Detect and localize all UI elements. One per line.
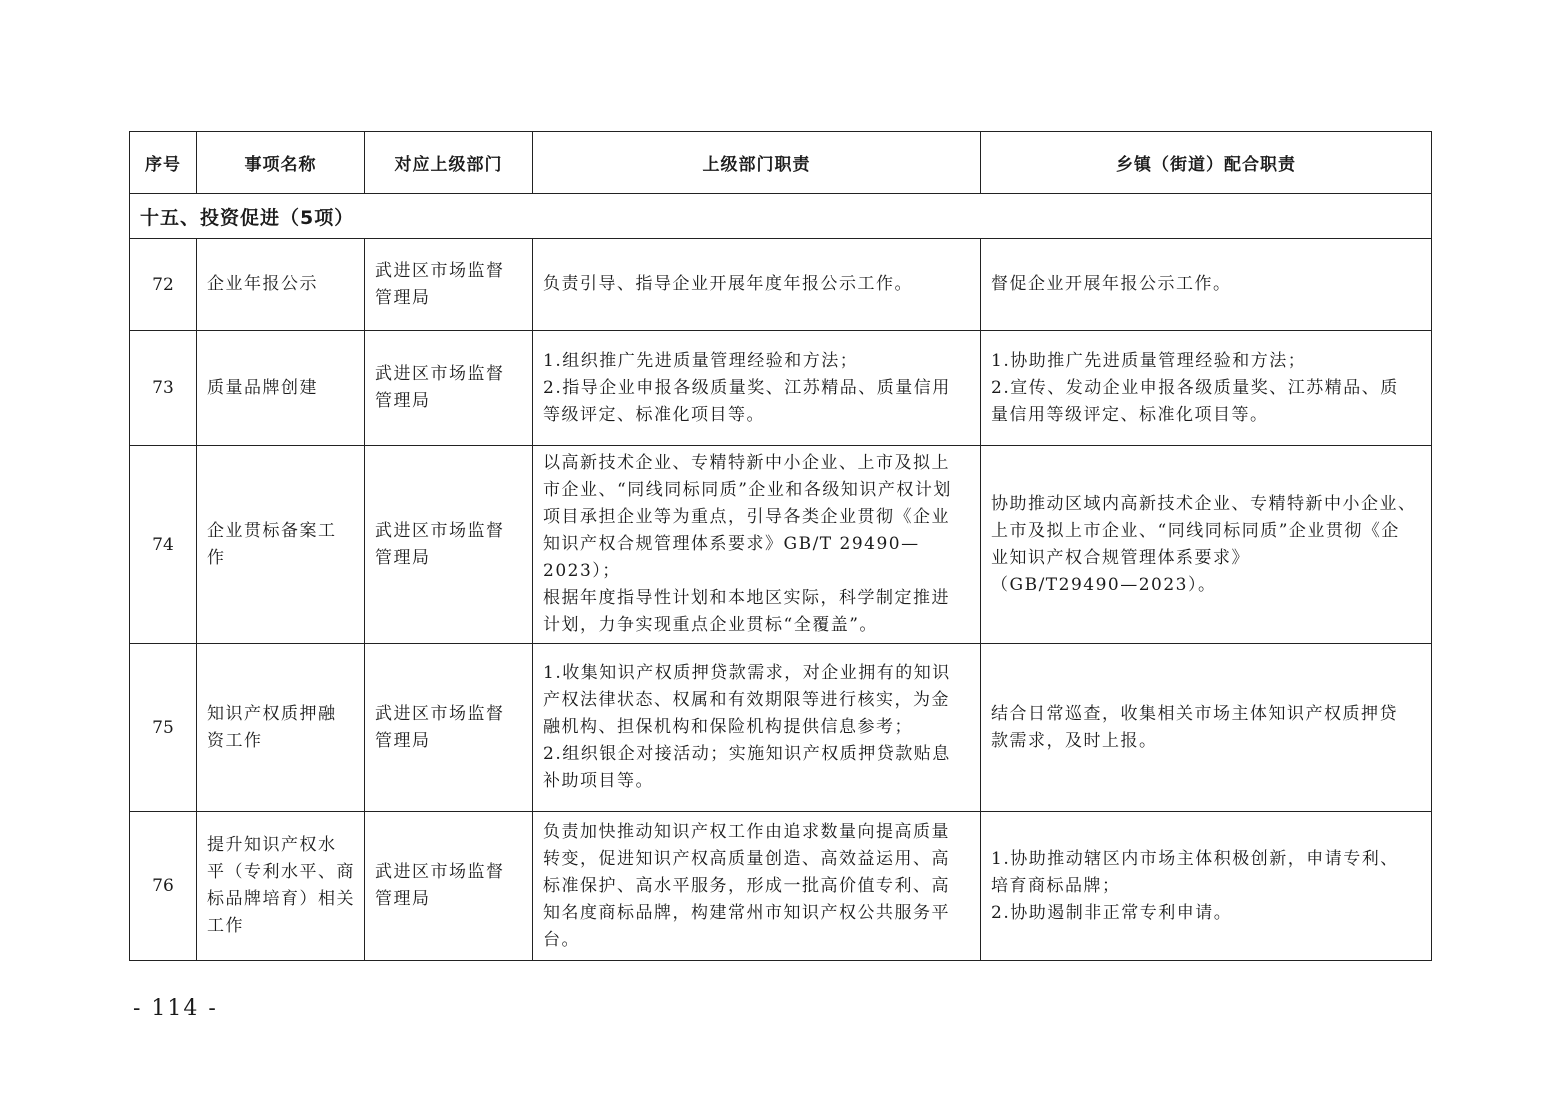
header-name: 事项名称 [197, 132, 365, 194]
cell-line: 等级评定、标准化项目等。 [543, 404, 765, 425]
cell-dept [365, 644, 533, 812]
cell-line: 管理局 [375, 889, 431, 909]
table-row [130, 446, 1432, 644]
table-row [130, 239, 1432, 331]
cell-line: 2.指导企业申报各级质量奖、江苏精品、质量信用 [543, 377, 951, 398]
cell-line: 1.组织推广先进质量管理经验和方法； [543, 350, 859, 371]
cell-line: 知识产权质押融 [207, 703, 337, 724]
cell-line: 管理局 [375, 391, 431, 411]
table-row [130, 812, 1432, 961]
cell-line: 协助推动区域内高新技术企业、专精特新中小企业、 [991, 493, 1417, 514]
cell-line: 产权法律状态、权属和有效期限等进行核实，为金 [543, 690, 950, 710]
cell-town [981, 446, 1432, 644]
section-row [130, 194, 1432, 239]
cell-line: 补助项目等。 [543, 771, 654, 791]
cell-line: 标准保护、高水平服务，形成一批高价值专利、高 [543, 875, 950, 896]
cell-line: 项目承担企业等为重点，引导各类企业贯彻《企业 [543, 507, 950, 527]
cell-line: 2.协助遏制非正常专利申请。 [991, 902, 1233, 923]
cell-line: 管理局 [375, 730, 431, 751]
cell-town [981, 812, 1432, 961]
page-number: - 114 - [133, 996, 218, 1021]
cell-line: 1.协助推广先进质量管理经验和方法； [991, 350, 1307, 371]
cell-line: 1.协助推动辖区内市场主体积极创新，申请专利、 [991, 848, 1399, 869]
cell-upper [533, 239, 981, 331]
cell-name [197, 812, 365, 961]
cell-line: 武进区市场监督 [375, 520, 505, 541]
cell-line: 以高新技术企业、专精特新中小企业、上市及拟上 [543, 453, 950, 473]
table-row [130, 331, 1432, 446]
cell-line: 武进区市场监督 [375, 364, 505, 384]
cell-line: 量信用等级评定、标准化项目等。 [991, 404, 1269, 425]
cell-upper [533, 446, 981, 644]
header-dept: 对应上级部门 [365, 132, 533, 194]
cell-line: 武进区市场监督 [375, 703, 505, 724]
header-town-duty: 乡镇（街道）配合职责 [981, 132, 1432, 194]
cell-town [981, 644, 1432, 812]
cell-no: 72 [130, 239, 197, 331]
cell-line: 1.收集知识产权质押贷款需求，对企业拥有的知识 [543, 663, 951, 683]
cell-line: 款需求，及时上报。 [991, 730, 1158, 751]
cell-line: 转变，促进知识产权高质量创造、高效益运用、高 [543, 848, 950, 869]
header-upper-duty: 上级部门职责 [533, 132, 981, 194]
cell-line: 台。 [543, 929, 580, 950]
cell-line: 企业贯标备案工 [207, 520, 337, 541]
cell-line: 平（专利水平、商 [207, 862, 355, 882]
cell-town [981, 331, 1432, 446]
cell-dept [365, 446, 533, 644]
cell-no: 76 [130, 812, 197, 961]
cell-line: 提升知识产权水 [207, 835, 337, 855]
cell-dept [365, 812, 533, 961]
cell-line: 计划，力争实现重点企业贯标“全覆盖”。 [543, 615, 878, 635]
table-header-row [130, 132, 1432, 194]
cell-line: 作 [207, 547, 226, 568]
cell-line: 业知识产权合规管理体系要求》 [991, 547, 1250, 568]
cell-name [197, 644, 365, 812]
cell-line: 标品牌培育）相关 [207, 889, 355, 909]
cell-no: 74 [130, 446, 197, 644]
cell-no: 75 [130, 644, 197, 812]
duty-table [129, 131, 1432, 961]
cell-line: 企业年报公示 [207, 274, 318, 294]
cell-line: 根据年度指导性计划和本地区实际，科学制定推进 [543, 588, 950, 608]
cell-line: 融机构、担保机构和保险机构提供信息参考； [543, 717, 913, 737]
cell-line: （GB/T29490—2023）。 [991, 574, 1217, 595]
cell-line: 知识产权合规管理体系要求》GB/T 29490—2023）； [543, 534, 920, 581]
cell-line: 2.宣传、发动企业申报各级质量奖、江苏精品、质 [991, 377, 1399, 398]
cell-line: 武进区市场监督 [375, 260, 505, 281]
cell-line: 督促企业开展年报公示工作。 [991, 274, 1232, 294]
cell-dept [365, 239, 533, 331]
cell-line: 质量品牌创建 [207, 377, 318, 398]
cell-upper [533, 812, 981, 961]
cell-line: 负责引导、指导企业开展年度年报公示工作。 [543, 274, 913, 294]
header-no: 序号 [130, 132, 197, 194]
cell-line: 负责加快推动知识产权工作由追求数量向提高质量 [543, 821, 950, 842]
cell-line: 上市及拟上市企业、“同线同标同质”企业贯彻《企 [991, 520, 1400, 541]
cell-upper [533, 331, 981, 446]
cell-town [981, 239, 1432, 331]
cell-line: 管理局 [375, 547, 431, 568]
cell-dept [365, 331, 533, 446]
cell-line: 2.组织银企对接活动；实施知识产权质押贷款贴息 [543, 744, 951, 764]
section-title: 十五、投资促进（5项） [130, 194, 1432, 239]
cell-name [197, 446, 365, 644]
cell-line: 结合日常巡查，收集相关市场主体知识产权质押贷 [991, 703, 1398, 724]
cell-line: 市企业、“同线同标同质”企业和各级知识产权计划 [543, 480, 952, 500]
cell-line: 工作 [207, 916, 244, 936]
cell-line: 武进区市场监督 [375, 862, 505, 882]
cell-line: 培育商标品牌； [991, 875, 1121, 896]
cell-line: 资工作 [207, 730, 263, 751]
cell-name [197, 239, 365, 331]
cell-line: 管理局 [375, 287, 431, 308]
cell-no: 73 [130, 331, 197, 446]
cell-name [197, 331, 365, 446]
cell-upper [533, 644, 981, 812]
cell-line: 知名度商标品牌，构建常州市知识产权公共服务平 [543, 902, 950, 923]
table-row [130, 644, 1432, 812]
